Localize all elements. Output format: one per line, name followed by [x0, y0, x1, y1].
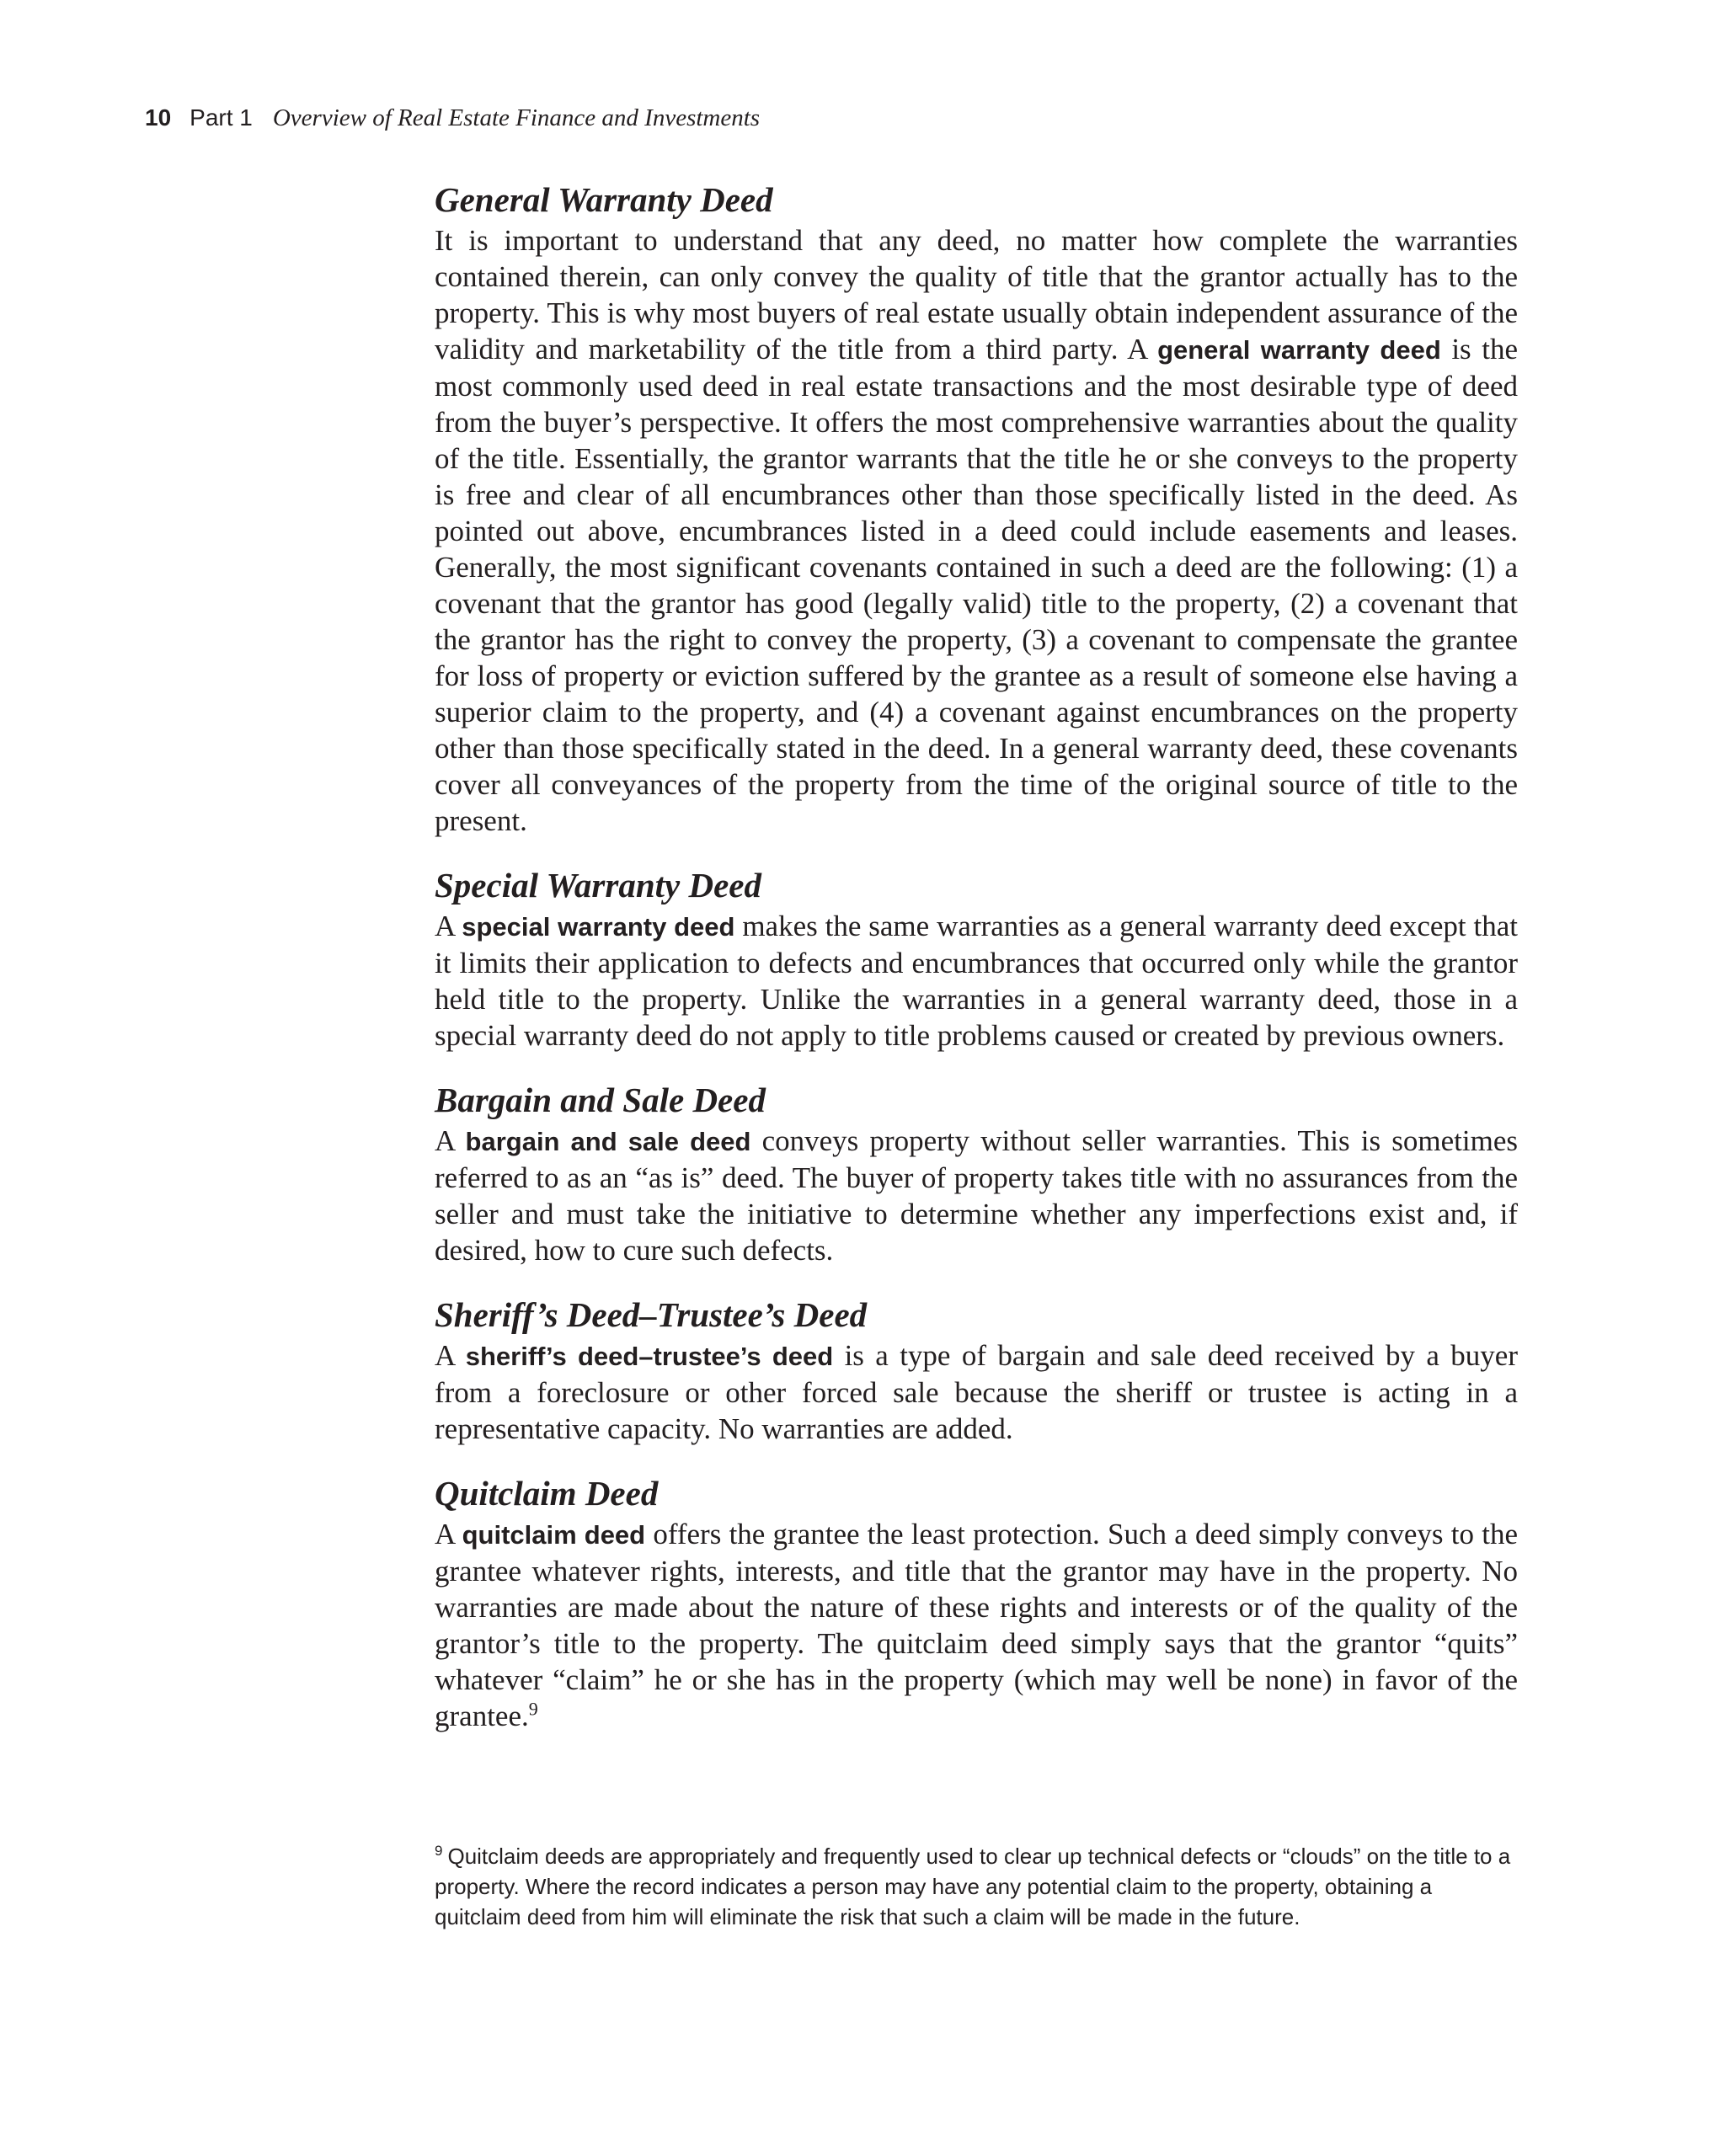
key-term: general warranty deed [1157, 335, 1441, 365]
paragraph-text: is a type of bargain and sale deed received by a buyer from a foreclosure or other forced sale because the sheriff or trustee is acting in a representative capacity. No warranties are added. [435, 1339, 1519, 1445]
section-sheriffs-deed-trustees-deed [435, 1294, 1518, 1447]
section-special-warranty-deed [435, 864, 1518, 1054]
section-quitclaim-deed [435, 1472, 1518, 1734]
paragraph-text: is the most commonly used deed in real estate transactions and the most desirable type of deed from the buyer’s perspective. It offers the most comprehensive warranties about the quality of the title. Essentially, the grantor warrants that the title he or she conveys to the property is free and clear of all encumbrances other than those specifically listed in the deed. As pointed out above, encumbrances listed in a deed could include easements and leases. Generally, the most significant covenants contained in such a deed are the following: (1) a covenant that the grantor has good (legally valid) title to the property, (2) a covenant that the grantor has the right to convey the property, (3) a covenant to compensate the grantee for loss of property or eviction suffered by the grantee as a result of someone else having a superior claim to the property, and (4) a covenant against encumbrances on the property other than those specifically stated in the deed. In a general warranty deed, these covenants cover all conveyances of the property from the time of the original source of title to the present. [435, 333, 1518, 837]
section-paragraph [435, 1516, 1518, 1734]
main-content [435, 179, 1518, 1759]
section-paragraph [435, 1337, 1518, 1447]
paragraph-text: makes the same warranties as a general warranty deed except that it limits their application to defects and encumbrances that occurred only while the grantor held title to the property. Unlike the warranties in a general warranty deed, those in a special warranty deed do not apply to title problems caused or created by previous owners. [435, 910, 1518, 1052]
paragraph-text: conveys property without seller warranties. This is sometimes referred to as an “as is” deed. The buyer of property takes title with no assurances from the seller and must take the initiative to determine whether any imperfections exist and, if desired, how to cure such defects. [435, 1124, 1518, 1267]
section-heading: Quitclaim Deed [435, 1474, 659, 1513]
key-term: quitclaim deed [462, 1520, 646, 1550]
section-bargain-and-sale-deed [435, 1079, 1518, 1268]
footnote-mark: 9 [435, 1843, 443, 1860]
running-head [145, 101, 760, 135]
section-paragraph [435, 222, 1518, 839]
paragraph-text: It is important to understand that any deed, no matter how complete the warranties contained therein, can only convey the quality of title that the grantor actually has to the property. This is why most buyers of real estate usually obtain independent assurance of the validity and marketability of the title from a third party. A [435, 224, 1518, 366]
paragraph-text: A [435, 1124, 466, 1157]
footnote-text: Quitclaim deeds are appropriately and frequently used to clear up technical defects or “clouds” on the title to a property. Where the record indicates a person may have any potential claim to the property, obtaining a quitclaim deed from him will eliminate the risk that such a claim will be made in the future. [435, 1844, 1511, 1929]
footnote-reference[interactable]: 9 [528, 1698, 538, 1720]
paragraph-text: A [435, 910, 462, 942]
section-paragraph [435, 908, 1518, 1054]
section-heading: Bargain and Sale Deed [435, 1081, 766, 1119]
section-heading: Special Warranty Deed [435, 866, 761, 905]
paragraph-text: A [435, 1518, 462, 1550]
section-heading: Sheriff’s Deed–Trustee’s Deed [435, 1295, 868, 1334]
section-heading: General Warranty Deed [435, 180, 773, 219]
section-general-warranty-deed [435, 179, 1518, 839]
paragraph-text: offers the grantee the least protection. Such a deed simply conveys to the grantee whatever rights, interests, and title that the grantor may have in the property. No warranties are made about the nature of these rights and interests or of the quality of the grantor’s title to the property. The quitclaim deed simply says that the grantor “quits” whatever “claim” he or she has in the property (which may well be none) in favor of the grantee. [435, 1518, 1518, 1732]
key-term: bargain and sale deed [465, 1127, 751, 1156]
part-label: Part 1 [190, 104, 253, 131]
paragraph-text: A [435, 1339, 466, 1372]
key-term: special warranty deed [462, 912, 735, 942]
footnote [435, 1841, 1518, 1932]
section-paragraph [435, 1123, 1518, 1268]
key-term: sheriff’s deed–trustee’s deed [465, 1342, 834, 1371]
book-title: Overview of Real Estate Finance and Investments [272, 104, 761, 131]
page-number: 10 [145, 104, 172, 131]
